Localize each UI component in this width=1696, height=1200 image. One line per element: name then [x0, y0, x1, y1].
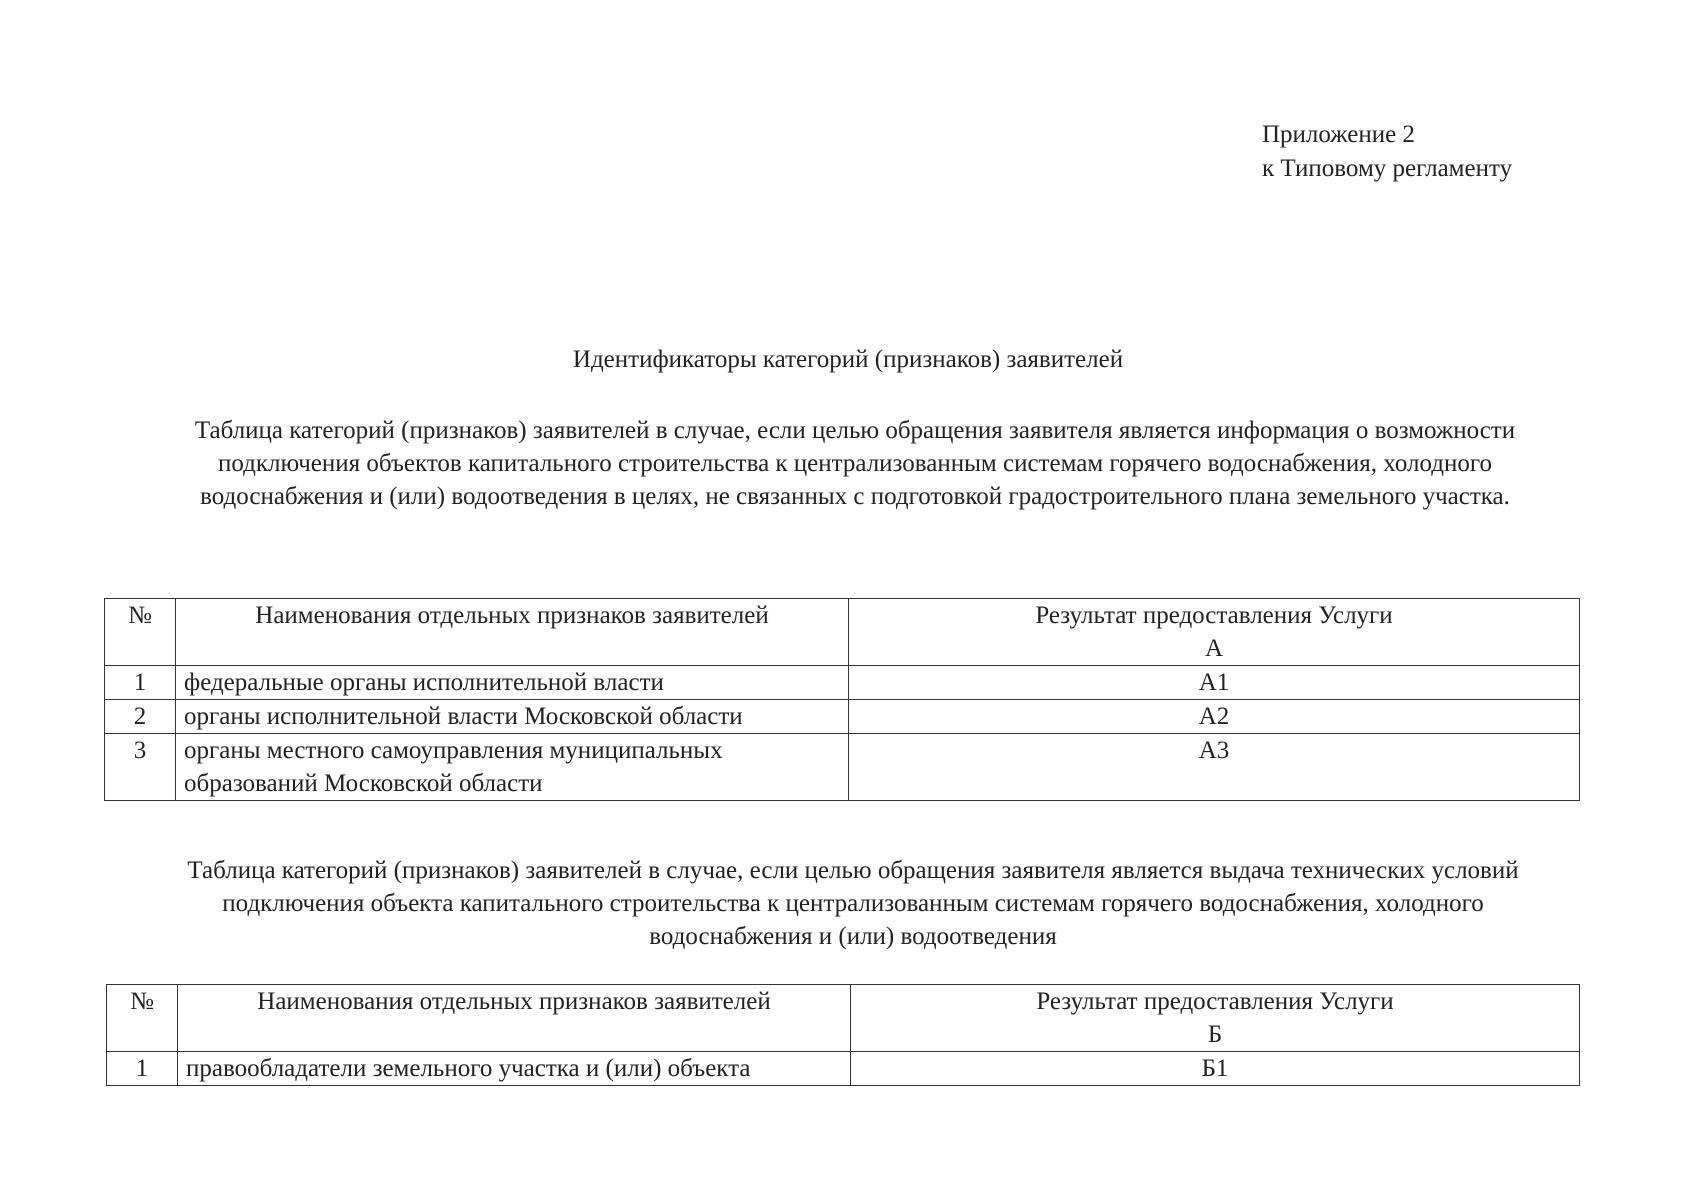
header-result-label: Результат предоставления Услуги [1035, 602, 1393, 629]
row-number: 1 [105, 666, 176, 700]
table-header-row [107, 985, 1580, 1052]
header-result [849, 599, 1580, 666]
header-result-code: Б [1207, 1021, 1223, 1048]
table-header-row [105, 599, 1580, 666]
row-result: А3 [849, 734, 1580, 801]
appendix-number: Приложение 2 [1262, 121, 1415, 148]
table2-caption: Таблица категорий (признаков) заявителей в случае, если целью обращения заявителя является выдача технических условий подключения объекта капитального строительства к централизованным системам горячего водоснабжения, холодного водоснабжения и (или) водоотведения [187, 857, 1519, 950]
appendix-regulation: к Типовому регламенту [1262, 155, 1513, 182]
table-row [105, 700, 1580, 734]
row-result: А2 [849, 700, 1580, 734]
row-result: А1 [849, 666, 1580, 700]
header-number: № [107, 985, 178, 1052]
header-result-code: А [1204, 635, 1224, 662]
table-row [105, 666, 1580, 700]
row-name: органы местного самоуправления муниципальных образований Московской области [176, 734, 849, 801]
table-row [105, 734, 1580, 801]
applicant-categories-table-b [106, 984, 1580, 1086]
row-number: 3 [105, 734, 176, 801]
document-title: Идентификаторы категорий (признаков) заявителей [572, 346, 1124, 373]
row-number: 2 [105, 700, 176, 734]
row-number: 1 [107, 1052, 178, 1086]
appendix-reference [1262, 118, 1512, 186]
table1-caption: Таблица категорий (признаков) заявителей в случае, если целью обращения заявителя является информация о возможности подключения объектов капитального строительства к централизованным системам горячего водоснабжения, холодного водоснабжения и (или) водоотведения в целях, не связанных с подготовкой градостроительного плана земельного участка. [194, 417, 1516, 510]
row-name: федеральные органы исполнительной власти [176, 666, 849, 700]
header-result-label: Результат предоставления Услуги [1036, 988, 1394, 1015]
header-number: № [105, 599, 176, 666]
header-result [851, 985, 1580, 1052]
table-row [107, 1052, 1580, 1086]
header-name: Наименования отдельных признаков заявителей [176, 599, 849, 666]
row-result: Б1 [851, 1052, 1580, 1086]
row-name: органы исполнительной власти Московской области [176, 700, 849, 734]
applicant-categories-table-a [104, 598, 1580, 801]
row-name: правообладатели земельного участка и (или) объекта [178, 1052, 851, 1086]
header-name: Наименования отдельных признаков заявителей [178, 985, 851, 1052]
